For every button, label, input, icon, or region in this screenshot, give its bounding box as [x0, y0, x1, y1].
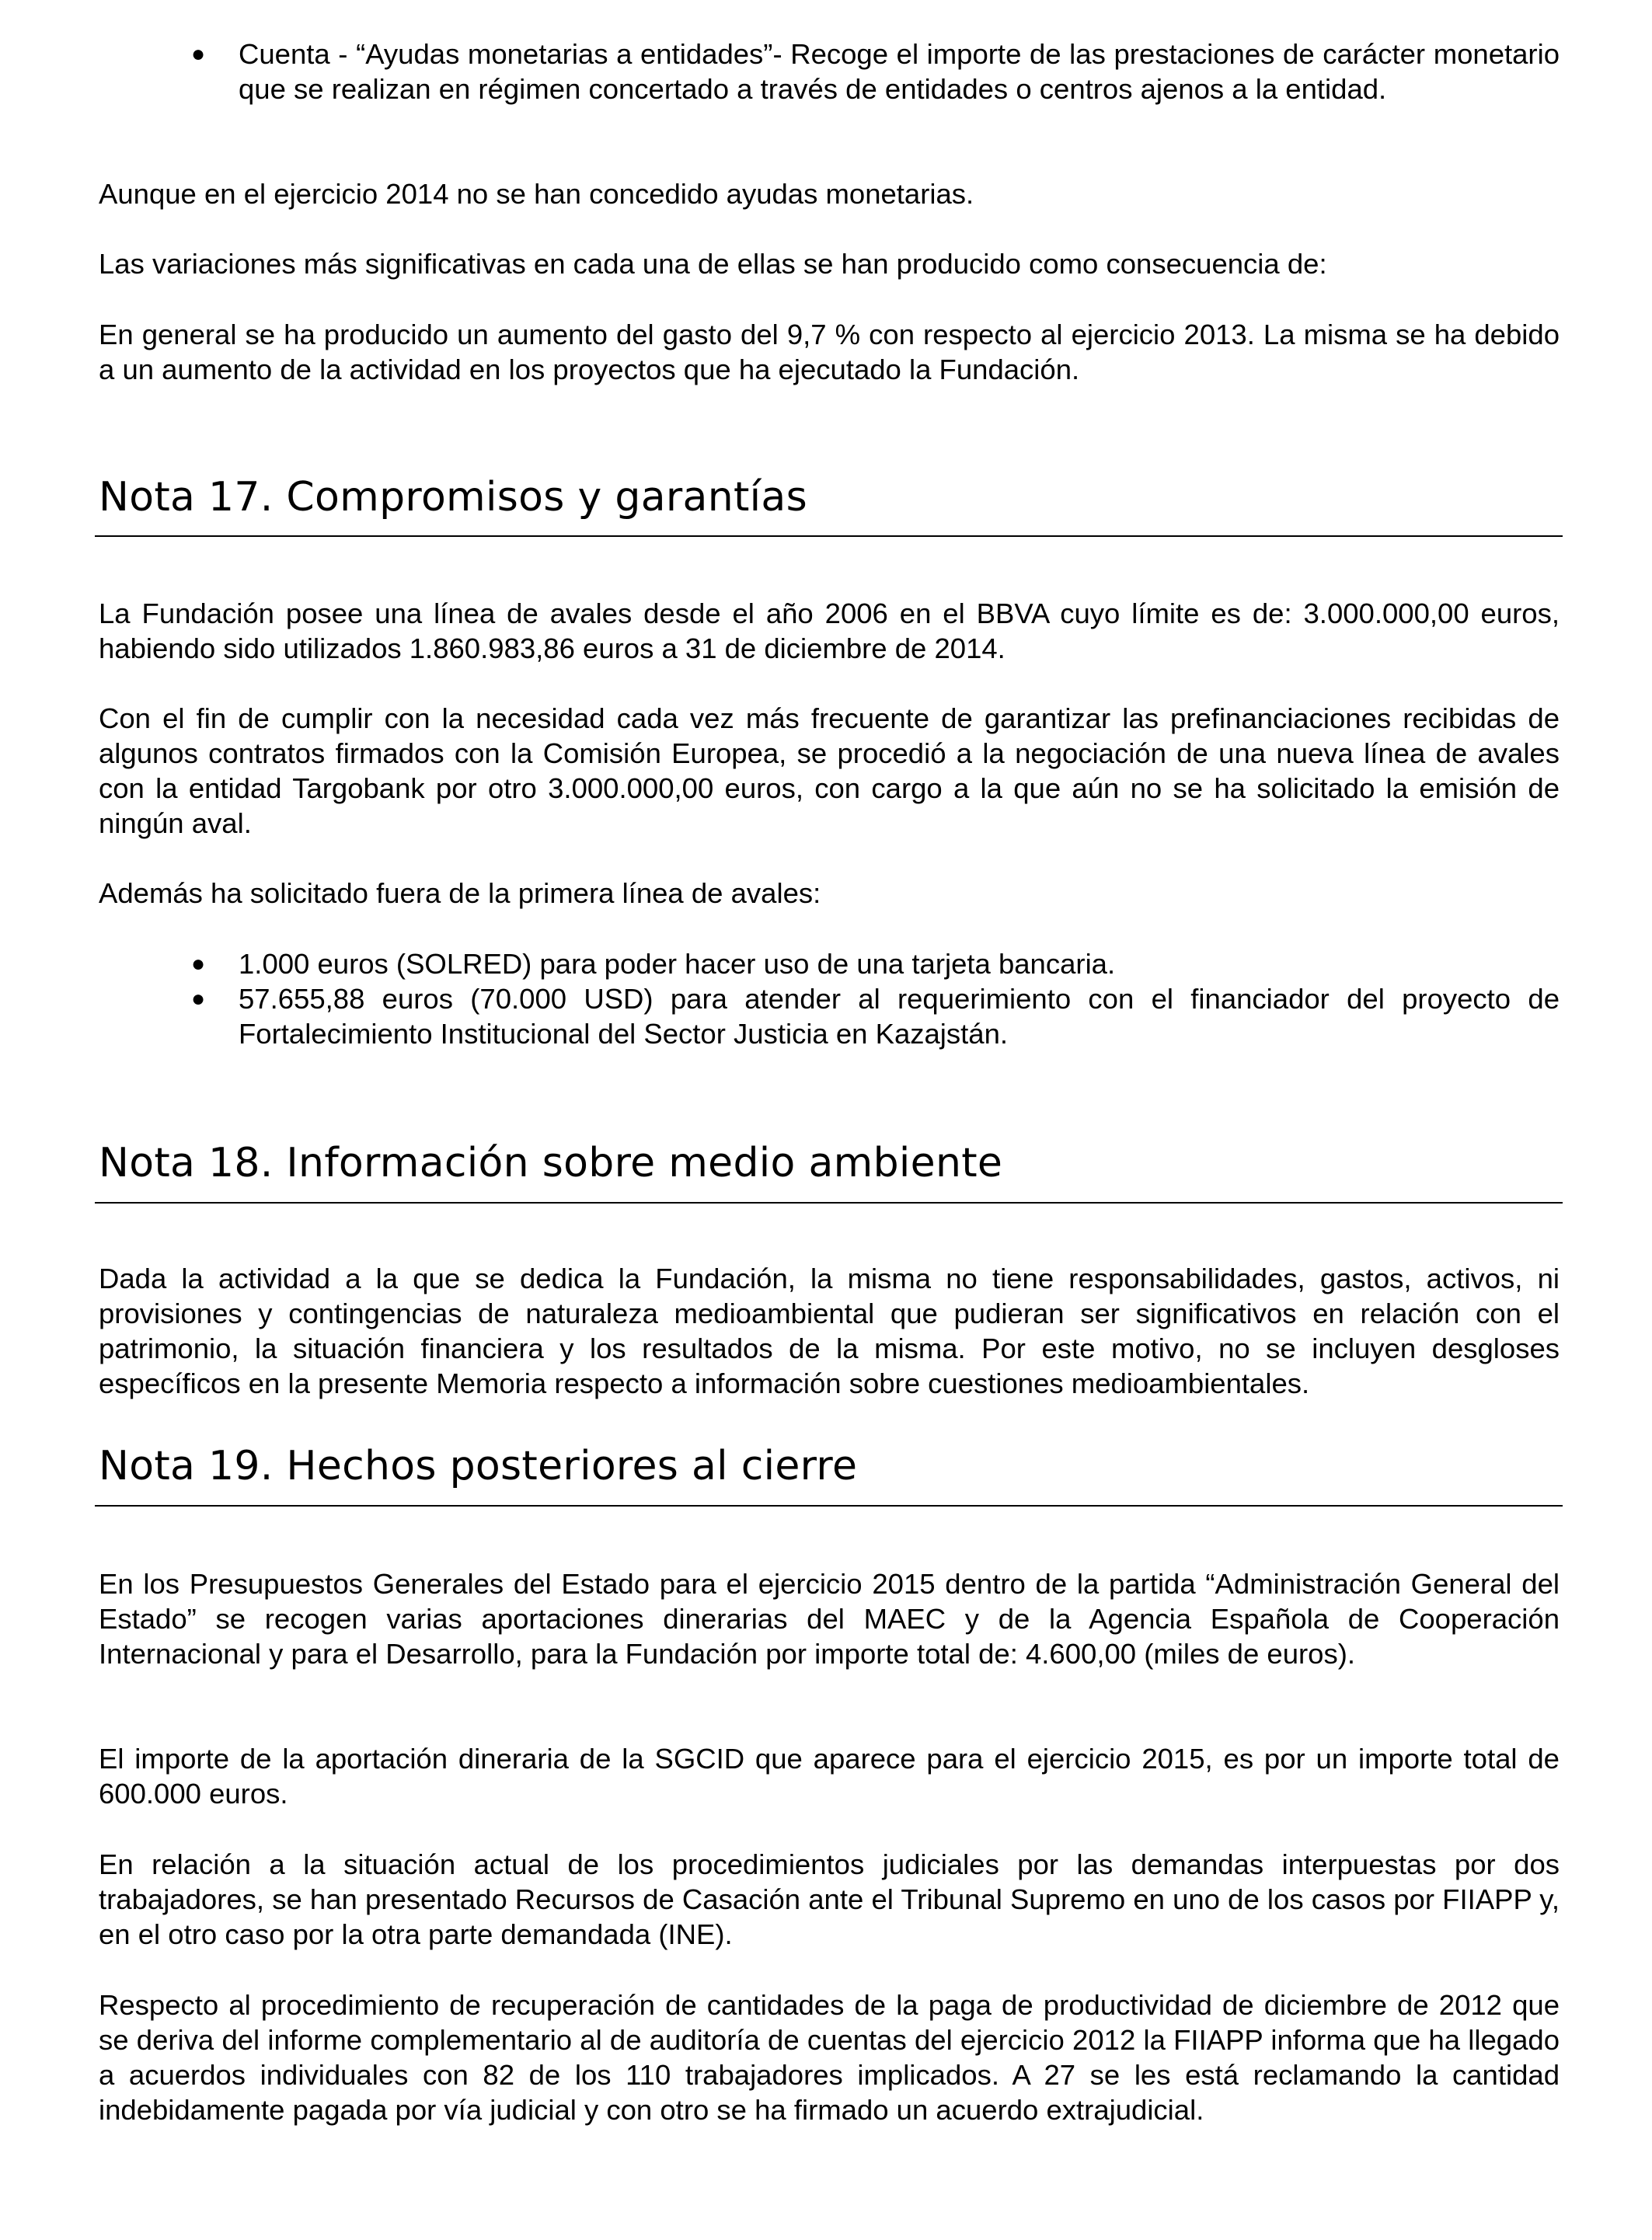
section-heading-nota-19: Nota 19. Hechos posteriores al cierre: [99, 1443, 858, 1489]
bullet-icon: ●: [191, 986, 206, 1012]
bullet-icon: ●: [191, 41, 206, 67]
paragraph-aportacion-sgcid: El importe de la aportación dineraria de la SGCID que aparece para el ejercicio 2015, es por un importe total de 600.000 euros.: [99, 1743, 1560, 1810]
paragraph-medio-ambiente: Dada la actividad a la que se dedica la Fundación, la misma no tiene responsabilidades, gastos, activos, ni provisiones y contingencias de naturaleza medioambiental que pudieran ser significativos en relación con el patrimonio, la situación financiera y los resultados de la misma. Por este motivo, no se incluyen desgloses específicos en la presente Memoria respecto a información sobre cuestiones medioambientales.: [99, 1263, 1560, 1399]
section-divider: [95, 1505, 1563, 1507]
section-heading-nota-18: Nota 18. Información sobre medio ambiente: [99, 1140, 1003, 1186]
paragraph-ayudas-2014: Aunque en el ejercicio 2014 no se han concedido ayudas monetarias.: [99, 178, 974, 210]
paragraph-presupuestos-2015: En los Presupuestos Generales del Estado para el ejercicio 2015 dentro de la partida “Administración General del Estado” se recogen varias aportaciones dinerarias del MAEC y de la Agencia Española de Cooperación Internacional y para el Desarrollo, para la Fundación por importe total de: 4.600,00 (miles de euros).: [99, 1568, 1560, 1670]
paragraph-variaciones: Las variaciones más significativas en cada una de ellas se han producido como consecuencia de:: [99, 248, 1327, 280]
bullet-kazajstan: 57.655,88 euros (70.000 USD) para atender al requerimiento con el financiador del proyecto de Fortalecimiento Institucional del Sector Justicia en Kazajstán.: [239, 983, 1560, 1050]
paragraph-paga-productividad: Respecto al procedimiento de recuperación de cantidades de la paga de productividad de diciembre de 2012 que se deriva del informe complementario al de auditoría de cuentas del ejercicio 2012 la FIIAPP informa que ha llegado a acuerdos individuales con 82 de los 110 trabajadores implicados. A 27 se les está reclamando la cantidad indebidamente pagada por vía judicial y con otro se ha firmado un acuerdo extrajudicial.: [99, 1989, 1560, 2126]
section-divider: [95, 1202, 1563, 1204]
paragraph-linea-avales-bbva: La Fundación posee una línea de avales desde el año 2006 en el BBVA cuyo límite es de: 3.000.000,00 euros, habiendo sido utilizados 1.860.983,86 euros a 31 de diciembre de 2014.: [99, 597, 1560, 664]
paragraph-aumento-gasto: En general se ha producido un aumento del gasto del 9,7 % con respecto al ejercicio 2013. La misma se ha debido a un aumento de la actividad en los proyectos que ha ejecutado la Fundación.: [99, 319, 1560, 385]
paragraph-linea-avales-targobank: Con el fin de cumplir con la necesidad cada vez más frecuente de garantizar las prefinanciaciones recibidas de algunos contratos firmados con la Comisión Europea, se procedió a la negociación de una nueva línea de avales con la entidad Targobank por otro 3.000.000,00 euros, con cargo a la que aún no se ha solicitado la emisión de ningún aval.: [99, 702, 1560, 839]
paragraph-procedimientos-judiciales: En relación a la situación actual de los procedimientos judiciales por las demandas interpuestas por dos trabajadores, se han presentado Recursos de Casación ante el Tribunal Supremo en uno de los casos por FIIAPP y, en el otro caso por la otra parte demandada (INE).: [99, 1848, 1560, 1950]
bullet-cuenta-ayudas: Cuenta - “Ayudas monetarias a entidades”- Recoge el importe de las prestaciones de carácter monetario que se realizan en régimen concertado a través de entidades o centros ajenos a la entidad.: [239, 38, 1560, 105]
bullet-solred: 1.000 euros (SOLRED) para poder hacer uso de una tarjeta bancaria.: [239, 948, 1116, 980]
bullet-icon: ●: [191, 951, 206, 977]
paragraph-ademas-solicitado: Además ha solicitado fuera de la primera línea de avales:: [99, 877, 821, 909]
section-divider: [95, 535, 1563, 537]
section-heading-nota-17: Nota 17. Compromisos y garantías: [99, 474, 807, 521]
